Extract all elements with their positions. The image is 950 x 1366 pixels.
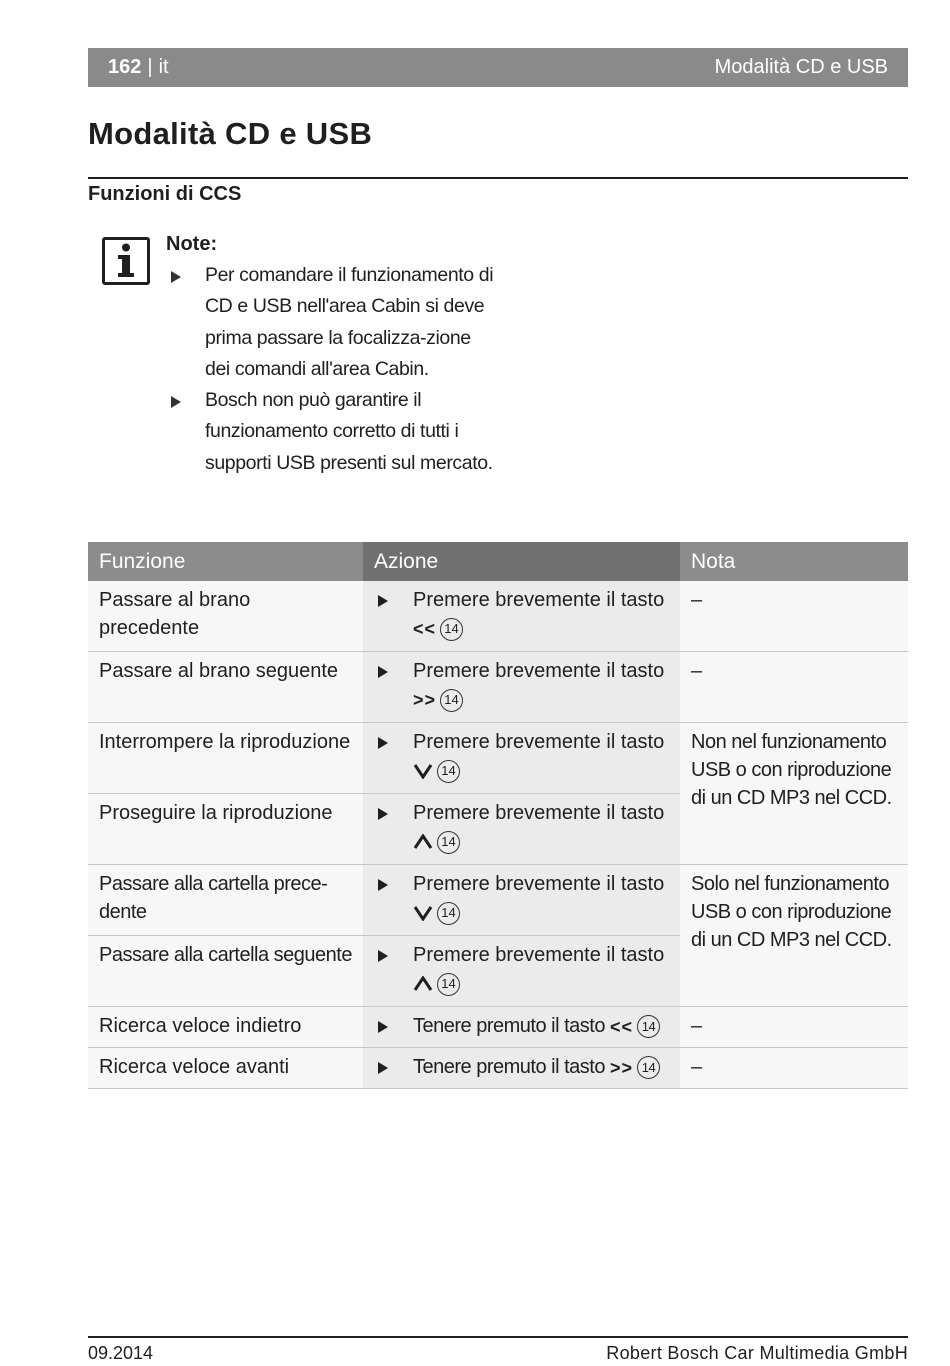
reference-number: 14 — [637, 1056, 660, 1079]
funzione-cell: Passare al brano seguente — [88, 652, 363, 723]
chevron-up-icon — [413, 976, 433, 992]
column-header-azione: Azione — [363, 542, 680, 581]
table-row — [88, 1048, 908, 1089]
funzione-cell: Ricerca veloce indietro — [88, 1007, 363, 1048]
note-label: Note: — [166, 233, 218, 255]
page-number: 162 — [108, 56, 142, 78]
note-text: Per comandare il funzionamento di CD e USB nell'area Cabin si deve prima passare la focalizza-zione dei comandi all'area Cabin. — [205, 264, 494, 380]
footer-company: Robert Bosch Car Multimedia GmbH — [606, 1343, 908, 1363]
header-section-title: Modalità CD e USB — [714, 56, 888, 78]
note-text: Bosch non può garantire il funzionamento corretto di tutti i supporti USB presenti sul mercato. — [205, 389, 493, 474]
azione-cell — [363, 794, 680, 865]
azione-cell — [363, 723, 680, 794]
azione-cell — [363, 1048, 680, 1089]
action-text: Tenere premuto il tasto — [413, 1015, 605, 1037]
azione-cell — [363, 936, 680, 1007]
language-code: it — [158, 56, 169, 78]
reference-number: 14 — [437, 831, 460, 854]
fast-forward-key-icon: >> — [413, 690, 437, 710]
footer-date: 09.2014 — [88, 1343, 154, 1363]
key-reference — [610, 1054, 660, 1082]
note-item — [166, 385, 496, 479]
action-arrow-icon — [378, 737, 388, 749]
fast-forward-key-icon: >> — [610, 1057, 634, 1078]
reference-number: 14 — [437, 902, 460, 925]
nota-cell: Solo nel funzionamento USB o con riproduzione di un CD MP3 nel CCD. — [680, 865, 908, 1007]
azione-cell — [363, 1007, 680, 1048]
footer-divider — [88, 1336, 908, 1338]
key-reference — [413, 827, 669, 857]
table-row — [88, 581, 908, 652]
note-item — [166, 260, 496, 385]
column-header-funzione: Funzione — [88, 542, 363, 581]
action-arrow-icon — [378, 595, 388, 607]
action-text: Premere brevemente il tasto — [413, 660, 665, 682]
funzione-cell: Proseguire la riproduzione — [88, 794, 363, 865]
running-header — [88, 48, 908, 87]
rewind-key-icon: << — [413, 619, 437, 639]
nota-cell: – — [680, 1048, 908, 1089]
azione-cell — [363, 652, 680, 723]
nota-cell: – — [680, 1007, 908, 1048]
funzione-cell: Passare alla cartella seguente — [88, 936, 363, 1007]
reference-number: 14 — [437, 760, 460, 783]
chevron-down-icon — [413, 905, 433, 921]
table-row — [88, 1007, 908, 1048]
reference-number: 14 — [440, 618, 463, 641]
action-arrow-icon — [378, 1021, 388, 1033]
reference-number: 14 — [437, 973, 460, 996]
title-divider — [88, 177, 908, 179]
azione-cell — [363, 865, 680, 936]
reference-number: 14 — [637, 1015, 660, 1038]
rewind-key-icon: << — [610, 1016, 634, 1037]
reference-number: 14 — [440, 689, 463, 712]
header-separator: | — [147, 56, 153, 78]
action-arrow-icon — [378, 879, 388, 891]
azione-cell — [363, 581, 680, 652]
funzione-cell: Ricerca veloce avanti — [88, 1048, 363, 1089]
action-text: Tenere premuto il tasto — [413, 1056, 605, 1078]
funzione-cell: Interrompere la riproduzione — [88, 723, 363, 794]
note-block — [166, 229, 496, 479]
table-row — [88, 865, 908, 936]
bullet-triangle-icon — [171, 396, 181, 408]
info-icon — [102, 237, 150, 285]
funzione-cell: Passare alla cartella prece-dente — [88, 865, 363, 936]
key-reference — [413, 756, 669, 786]
section-title: Funzioni di CCS — [88, 183, 242, 205]
bullet-triangle-icon — [171, 271, 181, 283]
key-reference — [610, 1013, 660, 1041]
funzione-cell: Passare al brano precedente — [88, 581, 363, 652]
nota-cell: – — [680, 581, 908, 652]
action-text: Premere brevemente il tasto — [413, 873, 665, 895]
action-arrow-icon — [378, 666, 388, 678]
column-header-nota: Nota — [680, 542, 908, 581]
action-arrow-icon — [378, 808, 388, 820]
key-reference — [413, 969, 669, 999]
key-reference — [413, 898, 669, 928]
action-text: Premere brevemente il tasto — [413, 944, 665, 966]
header-left — [108, 56, 169, 79]
table-row — [88, 723, 908, 794]
table-row — [88, 652, 908, 723]
nota-cell: – — [680, 652, 908, 723]
action-arrow-icon — [378, 950, 388, 962]
action-text: Premere brevemente il tasto — [413, 731, 665, 753]
key-reference — [413, 614, 669, 644]
functions-table — [88, 542, 908, 1089]
action-text: Premere brevemente il tasto — [413, 802, 665, 824]
chevron-down-icon — [413, 763, 433, 779]
action-text: Premere brevemente il tasto — [413, 589, 665, 611]
chevron-up-icon — [413, 834, 433, 850]
nota-cell: Non nel funzionamento USB o con riproduzione di un CD MP3 nel CCD. — [680, 723, 908, 865]
key-reference — [413, 685, 669, 715]
table-header-row — [88, 542, 908, 581]
page-title: Modalità CD e USB — [88, 116, 373, 151]
action-arrow-icon — [378, 1062, 388, 1074]
